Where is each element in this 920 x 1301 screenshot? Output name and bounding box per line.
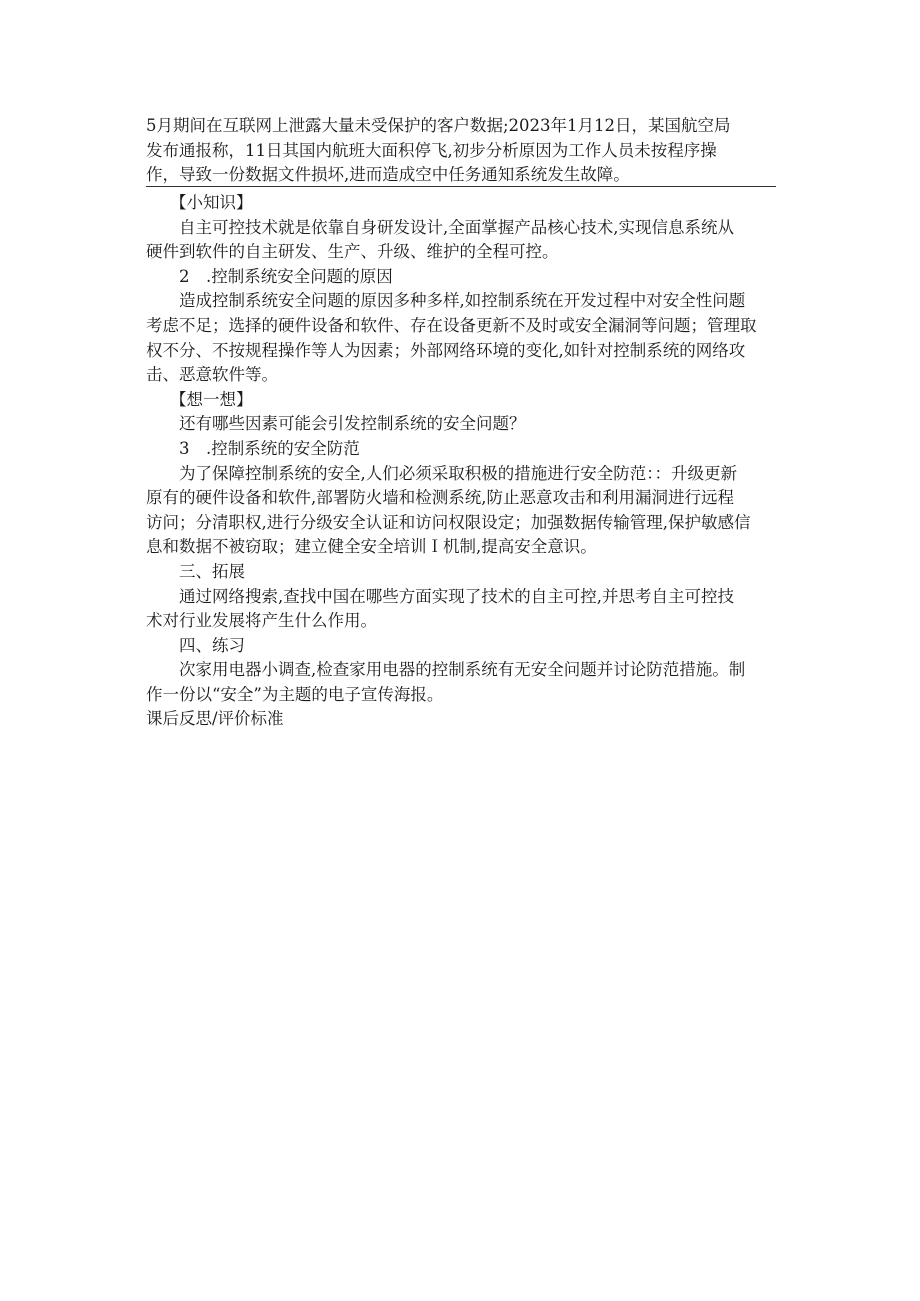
section2-line-4: 击、恶意软件等。 — [146, 365, 278, 385]
section2-line-3: 权不分、不按规程操作等人为因素；外部网络环境的变化,如针对控制系统的网络攻 — [146, 340, 746, 360]
think-line-1: 还有哪些因素可能会引发控制系统的安全问题？ — [179, 414, 526, 434]
section2-line-1: 造成控制系统安全问题的原因多种多样,如控制系统在开发过程中对安全性问题 — [179, 291, 746, 311]
practice-line-1: 次家用电器小调查,检查家用电器的控制系统有无安全问题并讨论防范措施。制 — [179, 660, 746, 680]
extension-line-2: 术对行业发展将产生什么作用。 — [146, 611, 377, 631]
section3-line-4: 息和数据不被窃取；建立健全安全培训Ｉ机制,提高安全意识。 — [146, 537, 597, 557]
intro-paragraph — [146, 114, 776, 188]
section2-line-2: 考虑不足；选择的硬件设备和软件、存在设备更新不及时或安全漏洞等问题；管理取 — [146, 315, 757, 335]
section3-heading: 3 .控制系统的安全防范 — [179, 438, 360, 458]
section3-line-2: 原有的硬件设备和软件,部署防火墙和检测系统,防止恶意攻击和利用漏洞进行远程 — [146, 488, 734, 508]
section3-line-1: 为了保障控制系统的安全,人们必须采取积极的措施进行安全防范：：升级更新 — [179, 463, 737, 483]
practice-line-2: 作一份以“安全”为主题的电子宣传海报。 — [146, 684, 444, 704]
document-body — [146, 191, 776, 732]
intro-line-3: 作，导致一份数据文件损坏,进而造成空中任务通知系统发生故障。 — [146, 165, 630, 185]
practice-heading: 四、练习 — [179, 635, 245, 655]
knowledge-line-2: 硬件到软件的自主研发、生产、升级、维护的全程可控。 — [146, 242, 559, 262]
section3-line-3: 访问；分清职权,进行分级安全认证和访问权限设定；加强数据传输管理,保护敏感信 — [146, 512, 751, 532]
footer-label: 课后反思/评价标准 — [146, 709, 284, 729]
section2-heading: 2 .控制系统安全问题的原因 — [179, 266, 393, 286]
think-heading: 【想一想】 — [170, 389, 253, 409]
extension-line-1: 通过网络搜索,查找中国在哪些方面实现了技术的自主可控,并思考自主可控技 — [179, 586, 734, 606]
knowledge-line-1: 自主可控技术就是依靠自身研发设计,全面掌握产品核心技术,实现信息系统从 — [179, 217, 734, 237]
intro-line-1: 5月期间在互联网上泄露大量未受保护的客户数据;2023年1月12日，某国航空局 — [146, 116, 731, 135]
section-divider — [146, 186, 776, 187]
knowledge-heading: 【小知识】 — [170, 193, 253, 212]
intro-line-2: 发布通报称，11日其国内航班大面积停飞,初步分析原因为工作人员未按程序操 — [146, 140, 717, 160]
extension-heading: 三、拓展 — [179, 561, 245, 581]
